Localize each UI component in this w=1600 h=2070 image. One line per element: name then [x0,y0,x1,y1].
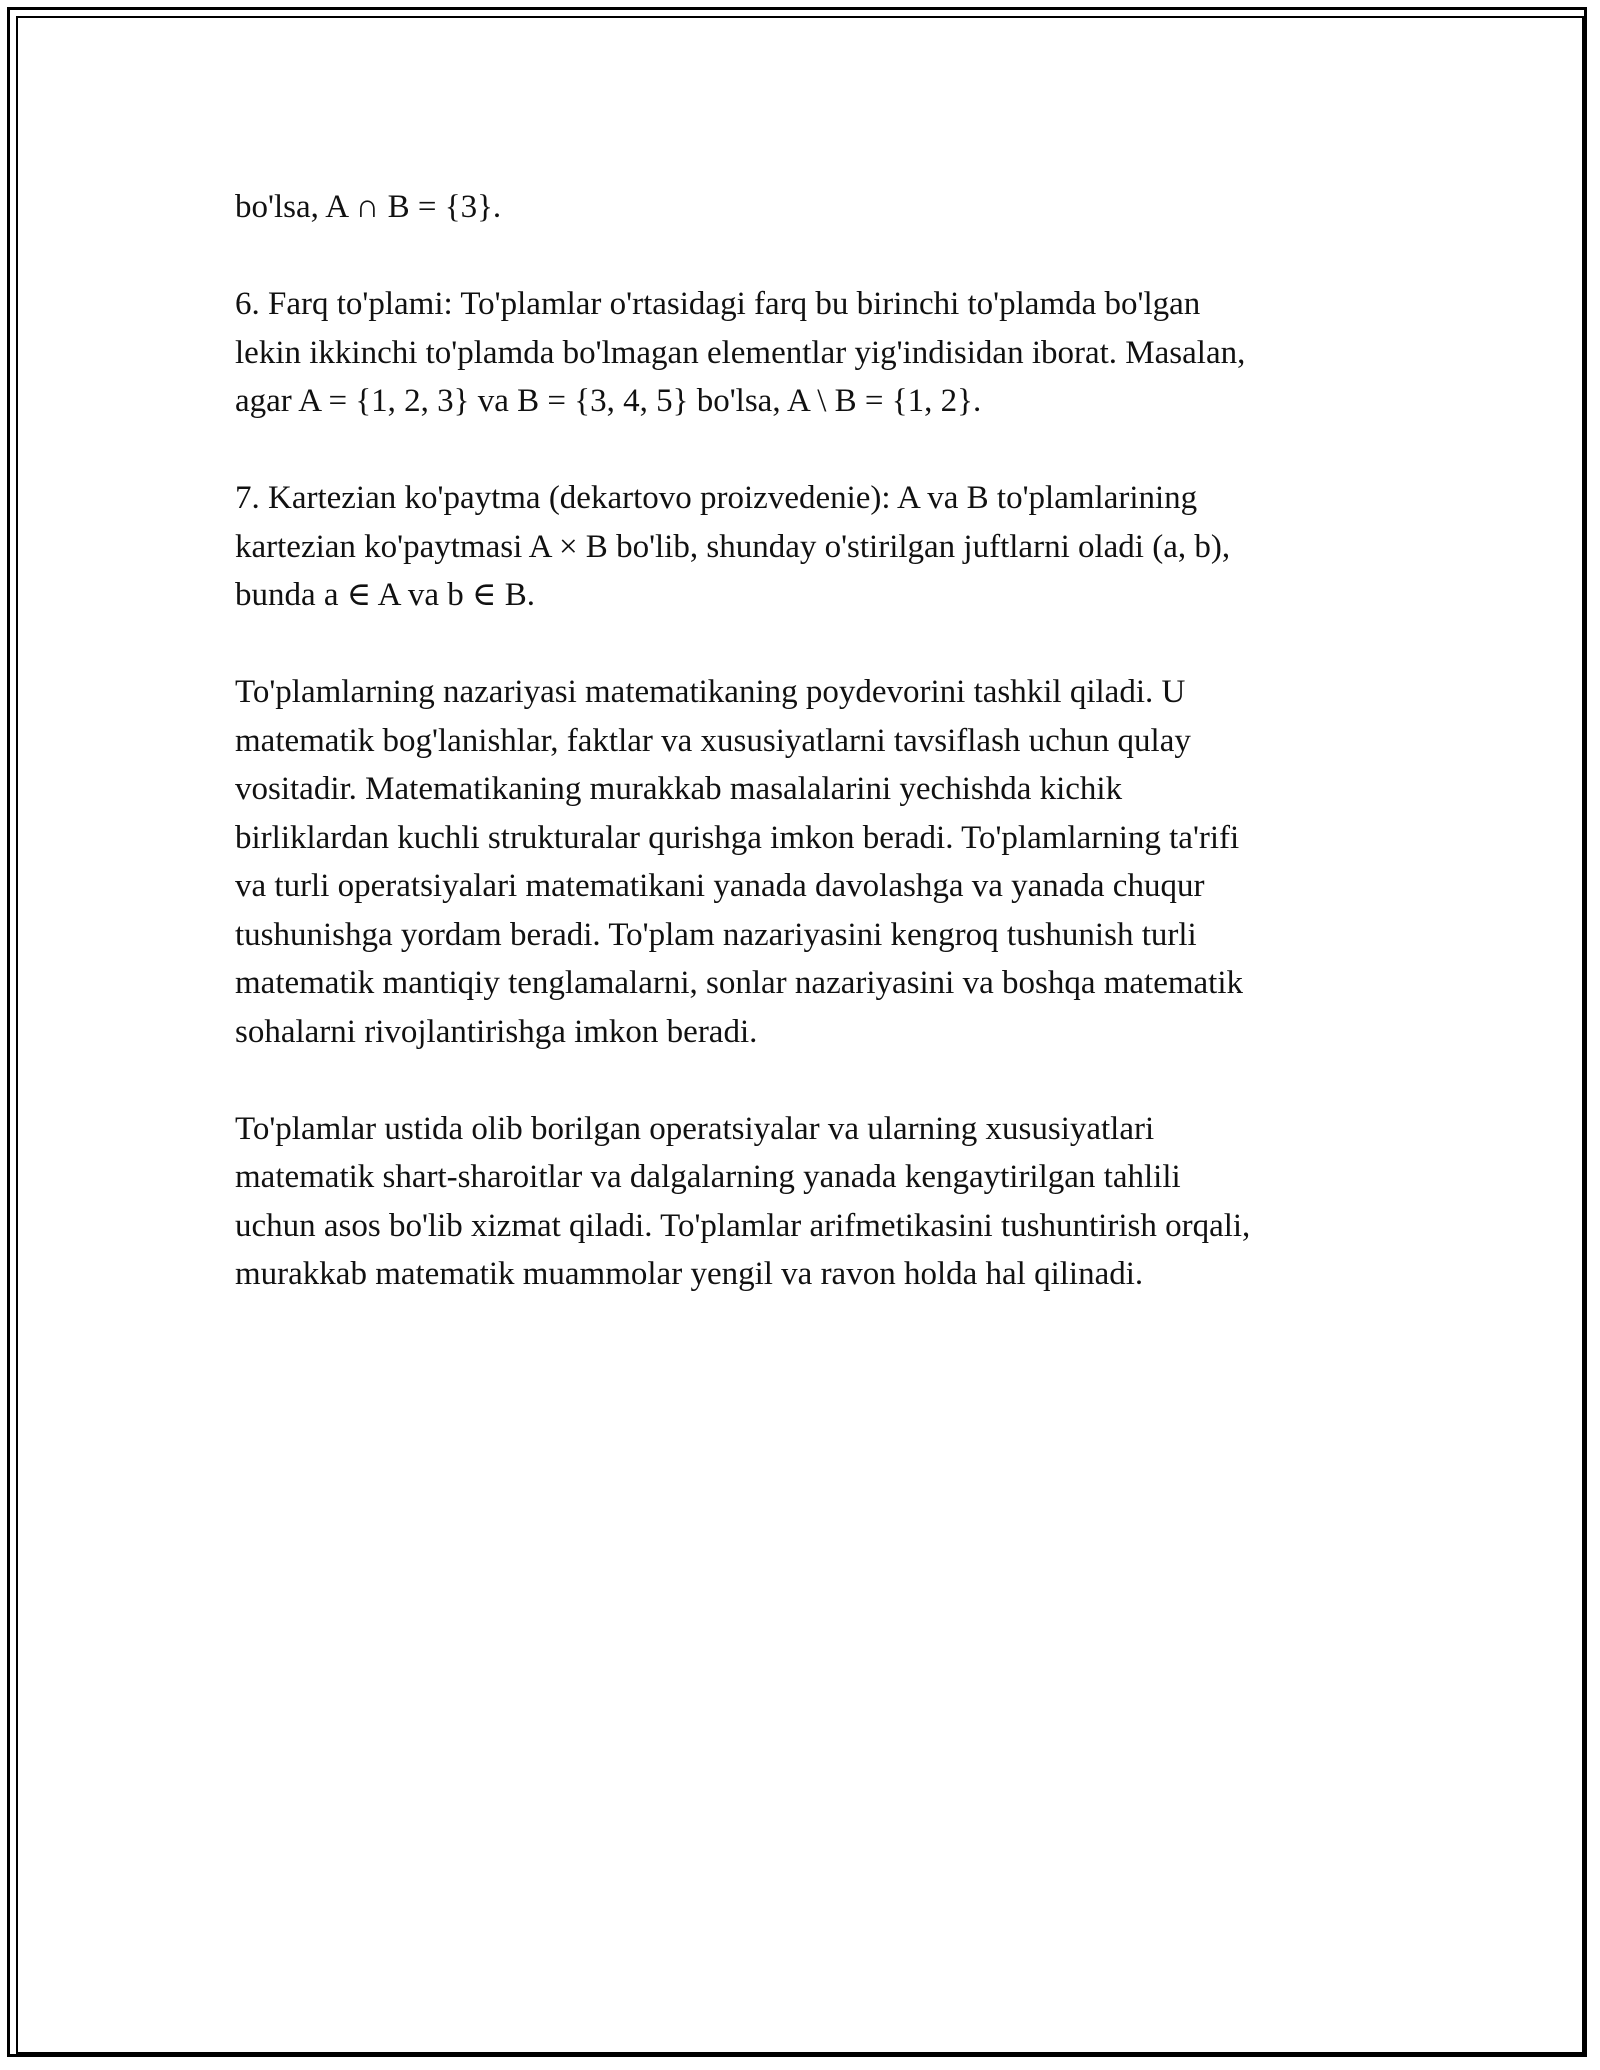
text-line: matematik bog'lanishlar, faktlar va xususiyatlarni tavsiflash uchun qulay [235,722,1191,759]
text-line: bo'lsa, A ∩ B = {3}. [235,189,502,225]
document-body [235,183,1375,1347]
text-line: va turli operatsiyalari matematikani yanada davolashga va yanada chuqur [235,868,1205,904]
paragraph-set-theory-foundation [235,668,1375,1056]
paragraph-cartesian-product [235,474,1375,620]
text-line: birliklardan kuchli strukturalar qurishga imkon beradi. To'plamlarning ta'rifi [235,819,1240,856]
text-line: tushunishga yordam beradi. To'plam nazariyasini kengroq tushunish turli [235,916,1197,953]
paragraph-intersection-end [235,183,1375,232]
text-line: murakkab matematik muammolar yengil va ravon holda hal qilinadi. [235,1256,1144,1292]
paragraph-difference-set [235,280,1375,426]
text-line: matematik shart-sharoitlar va dalgalarning yanada kengaytirilgan tahlili [235,1159,1181,1195]
text-line: vositadir. Matematikaning murakkab masalalarini yechishda kichik [235,771,1123,807]
text-line: 6. Farq to'plami: To'plamlar o'rtasidagi farq bu birinchi to'plamda bo'lgan [235,286,1201,322]
text-line: To'plamlarning nazariyasi matematikaning poydevorini tashkil qiladi. U [235,674,1186,710]
text-line: sohalarni rivojlantirishga imkon beradi. [235,1013,758,1050]
text-line: lekin ikkinchi to'plamda bo'lmagan elementlar yig'indisidan iborat. Masalan, [235,334,1246,371]
text-line: uchun asos bo'lib xizmat qiladi. To'plamlar arifmetikasini tushuntirish orqali, [235,1207,1251,1244]
text-line: To'plamlar ustida olib borilgan operatsiyalar va ularning xususiyatlari [235,1110,1155,1147]
text-line: bunda a ∈ A va b ∈ B. [235,577,535,613]
text-line: 7. Kartezian ko'paytma (dekartovo proizvedenie): A va B to'plamlarining [235,480,1198,516]
text-line: agar A = {1, 2, 3} va B = {3, 4, 5} bo'lsa, A \ B = {1, 2}. [235,383,982,419]
text-line: kartezian ko'paytmasi A × B bo'lib, shunday o'stirilgan juftlarni oladi (a, b), [235,528,1231,565]
text-line: matematik mantiqiy tenglamalarni, sonlar nazariyasini va boshqa matematik [235,965,1244,1001]
paragraph-set-operations-conclusion [235,1105,1375,1299]
